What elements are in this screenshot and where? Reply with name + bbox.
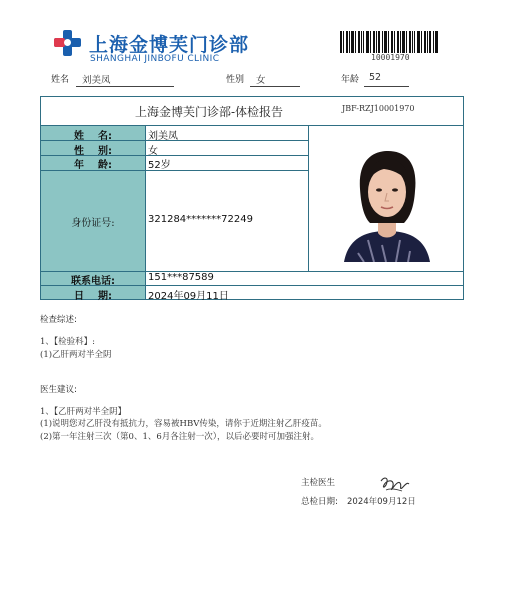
field-label-id: 身份证号:	[71, 218, 115, 229]
divider	[308, 126, 309, 271]
handwritten-signature	[378, 473, 412, 495]
gender-value: 女	[256, 75, 266, 86]
report-number: JBF-RZJ10001970	[342, 104, 415, 113]
advice-item: 1、【乙肝两对半全阴】	[40, 407, 127, 417]
checkup-date: 2024年09月12日	[347, 497, 416, 507]
field-value-name: 刘美凤	[148, 131, 178, 142]
age-label: 年龄	[341, 75, 360, 85]
field-label-age: 年 龄:	[74, 160, 112, 171]
advice-item: (1)说明您对乙肝没有抵抗力，容易被HBV传染，请你于近期注射乙肝疫苗。	[40, 419, 327, 429]
summary-heading: 检查综述:	[40, 315, 77, 325]
barcode-number: 10001970	[371, 53, 410, 62]
cross-logo-icon	[52, 29, 84, 57]
age-value: 52	[369, 72, 382, 83]
name-underline	[76, 86, 174, 87]
doctor-label: 主检医生	[301, 478, 336, 488]
field-label-name: 姓 名:	[74, 131, 112, 142]
summary-item: 1、【检验科】:	[40, 337, 96, 347]
name-value: 刘美凤	[82, 75, 111, 86]
clinic-name: 上海金博芙门诊部	[89, 34, 250, 56]
field-label-date: 日 期:	[74, 291, 112, 302]
advice-item: (2)第一年注射三次（第0、1、6月各注射一次），以后必要时可加强注射。	[40, 432, 320, 442]
field-label-phone: 联系电话:	[71, 276, 115, 287]
date-label: 总检日期:	[301, 497, 338, 507]
gender-underline	[250, 86, 300, 87]
advice-heading: 医生建议:	[40, 385, 77, 395]
portrait-photo	[338, 145, 436, 262]
field-value-phone: 151***87589	[148, 272, 214, 283]
field-label-gender: 性 别:	[74, 146, 112, 157]
clinic-name-en: SHANGHAI JINBOFU CLINIC	[90, 54, 220, 64]
gender-label: 性别	[226, 75, 245, 85]
field-value-age: 52岁	[148, 160, 171, 171]
barcode	[340, 31, 438, 53]
age-underline	[364, 86, 409, 87]
name-label: 姓名	[51, 75, 70, 85]
field-value-gender: 女	[148, 146, 158, 157]
divider	[145, 126, 146, 300]
field-value-date: 2024年09月11日	[148, 291, 229, 302]
summary-item: (1)乙肝两对半全阴	[40, 350, 112, 360]
report-title: 上海金博芙门诊部-体检报告	[135, 105, 284, 119]
field-value-id: 321284*******72249	[148, 214, 253, 225]
